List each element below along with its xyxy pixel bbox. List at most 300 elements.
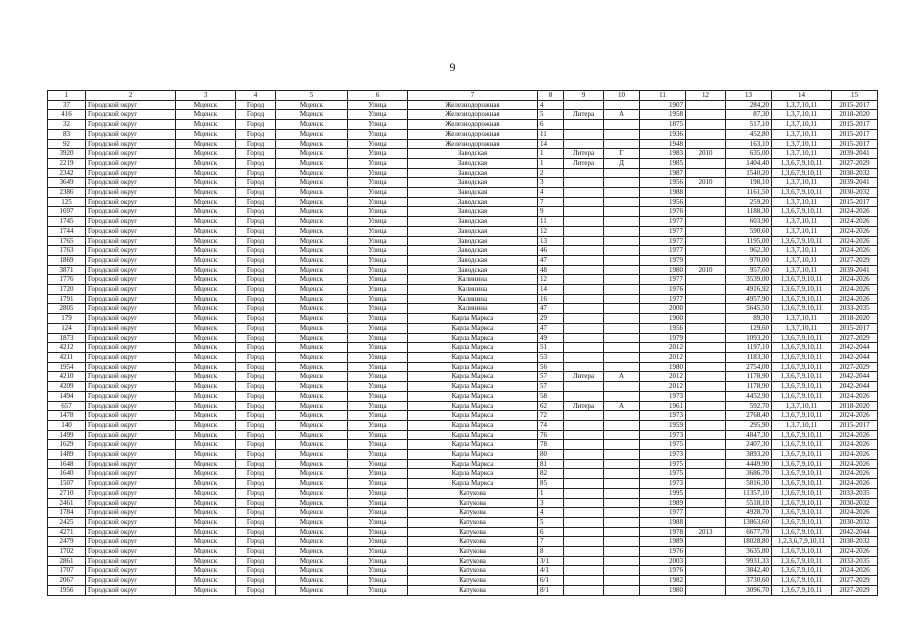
cell-letter-value xyxy=(604,285,640,295)
cell-municipality-type: Городской округ xyxy=(86,197,176,207)
table-header-row xyxy=(48,91,878,101)
cell-street-name: Карла Маркса xyxy=(408,440,538,450)
cell-street-type: Улица xyxy=(348,547,408,557)
cell-planned-period: 2024-2026 xyxy=(832,207,878,217)
cell-street-type: Улица xyxy=(348,226,408,236)
cell-year-renovated xyxy=(686,255,726,265)
cell-municipality-name: Мценск xyxy=(176,430,236,440)
cell-planned-period: 2042-2044 xyxy=(832,382,878,392)
cell-letter-label xyxy=(564,566,604,576)
cell-street-type: Улица xyxy=(348,255,408,265)
cell-letter-value xyxy=(604,168,640,178)
cell-area: 4449,90 xyxy=(726,459,772,469)
cell-municipality-type: Городской округ xyxy=(86,527,176,537)
cell-street-type: Улица xyxy=(348,469,408,479)
cell-year-built: 1948 xyxy=(640,139,686,149)
cell-area: 1161,50 xyxy=(726,188,772,198)
cell-street-type: Улица xyxy=(348,576,408,586)
cell-settlement-name: Мценск xyxy=(276,498,348,508)
cell-street-type: Улица xyxy=(348,479,408,489)
cell-area: 1404,40 xyxy=(726,158,772,168)
cell-work-types: 1,3,6,7,9,10,11 xyxy=(772,362,832,372)
table-row xyxy=(48,508,878,518)
cell-planned-period: 2024-2026 xyxy=(832,547,878,557)
cell-year-renovated xyxy=(686,158,726,168)
cell-letter-value xyxy=(604,537,640,547)
cell-letter-label xyxy=(564,323,604,333)
cell-street-name: Катукова xyxy=(408,498,538,508)
cell-house-number: 6/1 xyxy=(538,576,564,586)
cell-id: 416 xyxy=(48,110,86,120)
cell-area: 3730,60 xyxy=(726,576,772,586)
cell-year-built: 1977 xyxy=(640,246,686,256)
cell-work-types: 1,3,7,10,11 xyxy=(772,139,832,149)
cell-settlement-type: Город xyxy=(236,110,276,120)
cell-street-name: Карла Маркса xyxy=(408,352,538,362)
cell-municipality-name: Мценск xyxy=(176,517,236,527)
cell-street-type: Улица xyxy=(348,236,408,246)
cell-area: 1178,90 xyxy=(726,372,772,382)
cell-settlement-name: Мценск xyxy=(276,255,348,265)
cell-settlement-name: Мценск xyxy=(276,236,348,246)
cell-year-renovated xyxy=(686,100,726,110)
cell-id: 92 xyxy=(48,139,86,149)
cell-street-type: Улица xyxy=(348,100,408,110)
cell-id: 2479 xyxy=(48,537,86,547)
cell-street-type: Улица xyxy=(348,372,408,382)
cell-year-renovated xyxy=(686,372,726,382)
cell-year-built: 1980 xyxy=(640,362,686,372)
cell-year-built: 1978 xyxy=(640,527,686,537)
cell-municipality-type: Городской округ xyxy=(86,391,176,401)
cell-area: 1188,30 xyxy=(726,207,772,217)
cell-street-type: Улица xyxy=(348,391,408,401)
cell-id: 1784 xyxy=(48,508,86,518)
table-row xyxy=(48,343,878,353)
cell-street-type: Улица xyxy=(348,527,408,537)
cell-street-name: Калинина xyxy=(408,285,538,295)
cell-municipality-name: Мценск xyxy=(176,391,236,401)
cell-letter-label xyxy=(564,333,604,343)
cell-municipality-name: Мценск xyxy=(176,178,236,188)
cell-work-types: 1,2,3,6,7,9,10,11 xyxy=(772,537,832,547)
cell-work-types: 1,3,6,7,9,10,11 xyxy=(772,585,832,595)
cell-settlement-name: Мценск xyxy=(276,420,348,430)
cell-work-types: 1,3,6,7,9,10,11 xyxy=(772,207,832,217)
cell-street-name: Заводская xyxy=(408,158,538,168)
cell-municipality-name: Мценск xyxy=(176,226,236,236)
cell-area: 284,20 xyxy=(726,100,772,110)
housing-table xyxy=(47,90,878,596)
table-row xyxy=(48,585,878,595)
cell-year-built: 1973 xyxy=(640,411,686,421)
cell-year-renovated xyxy=(686,294,726,304)
cell-id: 1697 xyxy=(48,207,86,217)
cell-letter-value xyxy=(604,178,640,188)
cell-area: 970,00 xyxy=(726,255,772,265)
cell-id: 4271 xyxy=(48,527,86,537)
cell-settlement-type: Город xyxy=(236,469,276,479)
cell-municipality-type: Городской округ xyxy=(86,469,176,479)
cell-id: 2861 xyxy=(48,556,86,566)
cell-letter-value xyxy=(604,188,640,198)
cell-id: 2805 xyxy=(48,304,86,314)
cell-work-types: 1,3,7,10,11 xyxy=(772,129,832,139)
table-row xyxy=(48,294,878,304)
cell-street-type: Улица xyxy=(348,217,408,227)
table-row xyxy=(48,158,878,168)
cell-id: 657 xyxy=(48,401,86,411)
cell-year-renovated xyxy=(686,479,726,489)
cell-street-name: Заводская xyxy=(408,168,538,178)
cell-street-name: Калинина xyxy=(408,294,538,304)
cell-settlement-type: Город xyxy=(236,430,276,440)
cell-street-type: Улица xyxy=(348,294,408,304)
cell-work-types: 1,3,6,7,9,10,11 xyxy=(772,459,832,469)
cell-year-built: 1959 xyxy=(640,420,686,430)
cell-municipality-name: Мценск xyxy=(176,255,236,265)
cell-house-number: 57 xyxy=(538,382,564,392)
cell-work-types: 1,3,6,7,9,10,11 xyxy=(772,566,832,576)
cell-house-number: 47 xyxy=(538,304,564,314)
cell-settlement-type: Город xyxy=(236,566,276,576)
cell-house-number: 62 xyxy=(538,401,564,411)
column-header-letter-value: 10 xyxy=(604,91,640,101)
table-row xyxy=(48,255,878,265)
cell-planned-period: 2024-2026 xyxy=(832,411,878,421)
cell-letter-label xyxy=(564,226,604,236)
cell-id: 37 xyxy=(48,100,86,110)
cell-street-type: Улица xyxy=(348,285,408,295)
cell-settlement-name: Мценск xyxy=(276,566,348,576)
cell-letter-label xyxy=(564,285,604,295)
cell-year-built: 1973 xyxy=(640,450,686,460)
cell-settlement-name: Мценск xyxy=(276,372,348,382)
cell-letter-label xyxy=(564,382,604,392)
cell-id: 4209 xyxy=(48,382,86,392)
cell-municipality-name: Мценск xyxy=(176,401,236,411)
cell-municipality-type: Городской округ xyxy=(86,265,176,275)
cell-house-number: 47 xyxy=(538,323,564,333)
cell-year-built: 1977 xyxy=(640,236,686,246)
cell-work-types: 1,3,6,7,9,10,11 xyxy=(772,488,832,498)
cell-year-renovated xyxy=(686,469,726,479)
cell-street-type: Улица xyxy=(348,129,408,139)
cell-municipality-name: Мценск xyxy=(176,488,236,498)
cell-street-name: Заводская xyxy=(408,178,538,188)
cell-municipality-type: Городской округ xyxy=(86,566,176,576)
cell-year-renovated xyxy=(686,246,726,256)
table-row xyxy=(48,517,878,527)
cell-house-number: 76 xyxy=(538,430,564,440)
cell-letter-label xyxy=(564,556,604,566)
cell-letter-value xyxy=(604,585,640,595)
cell-street-name: Карла Маркса xyxy=(408,382,538,392)
cell-street-type: Улица xyxy=(348,450,408,460)
cell-area: 4452,90 xyxy=(726,391,772,401)
cell-house-number: 29 xyxy=(538,314,564,324)
table-row xyxy=(48,110,878,120)
cell-letter-label xyxy=(564,459,604,469)
cell-letter-label xyxy=(564,469,604,479)
cell-settlement-type: Город xyxy=(236,352,276,362)
cell-street-name: Катукова xyxy=(408,547,538,557)
column-header-letter-label: 9 xyxy=(564,91,604,101)
table-row xyxy=(48,304,878,314)
cell-municipality-type: Городской округ xyxy=(86,333,176,343)
cell-area: 1197,10 xyxy=(726,343,772,353)
cell-letter-value xyxy=(604,391,640,401)
cell-municipality-type: Городской округ xyxy=(86,343,176,353)
table-row xyxy=(48,197,878,207)
cell-street-name: Катукова xyxy=(408,527,538,537)
cell-letter-label xyxy=(564,576,604,586)
cell-settlement-name: Мценск xyxy=(276,488,348,498)
cell-planned-period: 2033-2035 xyxy=(832,488,878,498)
table-row xyxy=(48,372,878,382)
cell-year-renovated xyxy=(686,517,726,527)
cell-id: 32 xyxy=(48,120,86,130)
cell-street-type: Улица xyxy=(348,139,408,149)
cell-settlement-type: Город xyxy=(236,537,276,547)
cell-settlement-name: Мценск xyxy=(276,120,348,130)
cell-settlement-type: Город xyxy=(236,226,276,236)
cell-letter-label xyxy=(564,498,604,508)
cell-area: 4957,90 xyxy=(726,294,772,304)
cell-planned-period: 2027-2029 xyxy=(832,255,878,265)
table-row xyxy=(48,139,878,149)
cell-planned-period: 2015-2017 xyxy=(832,120,878,130)
cell-settlement-type: Город xyxy=(236,420,276,430)
cell-year-renovated xyxy=(686,285,726,295)
cell-planned-period: 2027-2029 xyxy=(832,576,878,586)
column-header-settlement-name: 5 xyxy=(276,91,348,101)
cell-letter-label xyxy=(564,420,604,430)
cell-letter-value xyxy=(604,129,640,139)
cell-street-type: Улица xyxy=(348,188,408,198)
cell-letter-value xyxy=(604,139,640,149)
cell-municipality-name: Мценск xyxy=(176,576,236,586)
cell-street-name: Заводская xyxy=(408,217,538,227)
cell-settlement-name: Мценск xyxy=(276,265,348,275)
cell-settlement-name: Мценск xyxy=(276,275,348,285)
cell-letter-label xyxy=(564,246,604,256)
cell-work-types: 1,3,7,10,11 xyxy=(772,255,832,265)
cell-year-built: 1975 xyxy=(640,469,686,479)
cell-settlement-name: Мценск xyxy=(276,527,348,537)
cell-planned-period: 2042-2044 xyxy=(832,343,878,353)
cell-settlement-type: Город xyxy=(236,168,276,178)
cell-year-built: 1977 xyxy=(640,275,686,285)
cell-settlement-name: Мценск xyxy=(276,517,348,527)
cell-year-renovated xyxy=(686,207,726,217)
cell-year-built: 1989 xyxy=(640,537,686,547)
cell-planned-period: 2039-2041 xyxy=(832,265,878,275)
cell-area: 3893,20 xyxy=(726,450,772,460)
cell-area: 4928,70 xyxy=(726,508,772,518)
cell-settlement-type: Город xyxy=(236,246,276,256)
cell-settlement-type: Город xyxy=(236,294,276,304)
cell-municipality-type: Городской округ xyxy=(86,352,176,362)
cell-settlement-type: Город xyxy=(236,556,276,566)
cell-id: 1629 xyxy=(48,440,86,450)
cell-letter-value xyxy=(604,294,640,304)
cell-settlement-name: Мценск xyxy=(276,459,348,469)
cell-id: 1507 xyxy=(48,479,86,489)
cell-id: 1765 xyxy=(48,236,86,246)
cell-street-type: Улица xyxy=(348,585,408,595)
cell-work-types: 1,3,6,7,9,10,11 xyxy=(772,343,832,353)
cell-street-type: Улица xyxy=(348,110,408,120)
cell-letter-label xyxy=(564,120,604,130)
cell-street-name: Железнодорожная xyxy=(408,110,538,120)
cell-work-types: 1,3,6,7,9,10,11 xyxy=(772,576,832,586)
cell-work-types: 1,3,7,10,11 xyxy=(772,401,832,411)
cell-id: 179 xyxy=(48,314,86,324)
cell-planned-period: 2024-2026 xyxy=(832,440,878,450)
cell-letter-label xyxy=(564,217,604,227)
cell-work-types: 1,3,6,7,9,10,11 xyxy=(772,508,832,518)
cell-year-built: 1988 xyxy=(640,517,686,527)
cell-year-built: 2000 xyxy=(640,304,686,314)
cell-municipality-type: Городской округ xyxy=(86,372,176,382)
table-row xyxy=(48,459,878,469)
cell-letter-value xyxy=(604,479,640,489)
cell-municipality-name: Мценск xyxy=(176,527,236,537)
cell-year-renovated xyxy=(686,168,726,178)
cell-house-number: 81 xyxy=(538,459,564,469)
cell-year-built: 1907 xyxy=(640,100,686,110)
cell-letter-label xyxy=(564,129,604,139)
cell-municipality-name: Мценск xyxy=(176,294,236,304)
cell-letter-value xyxy=(604,527,640,537)
cell-municipality-name: Мценск xyxy=(176,479,236,489)
column-header-year-renovated: 12 xyxy=(686,91,726,101)
cell-settlement-name: Мценск xyxy=(276,411,348,421)
column-header-planned-period: 15 xyxy=(832,91,878,101)
cell-letter-value xyxy=(604,100,640,110)
cell-street-type: Улица xyxy=(348,158,408,168)
cell-municipality-type: Городской округ xyxy=(86,556,176,566)
cell-street-name: Карла Маркса xyxy=(408,459,538,469)
cell-area: 635,00 xyxy=(726,149,772,159)
cell-id: 1954 xyxy=(48,362,86,372)
cell-house-number: 4/1 xyxy=(538,566,564,576)
cell-settlement-type: Город xyxy=(236,479,276,489)
cell-letter-label xyxy=(564,479,604,489)
cell-street-name: Карла Маркса xyxy=(408,420,538,430)
cell-street-name: Заводская xyxy=(408,188,538,198)
cell-area: 1178,90 xyxy=(726,382,772,392)
cell-settlement-name: Мценск xyxy=(276,391,348,401)
cell-year-renovated xyxy=(686,488,726,498)
cell-year-built: 1956 xyxy=(640,178,686,188)
cell-planned-period: 2015-2017 xyxy=(832,139,878,149)
cell-work-types: 1,3,6,7,9,10,11 xyxy=(772,517,832,527)
cell-municipality-name: Мценск xyxy=(176,498,236,508)
cell-year-built: 1977 xyxy=(640,508,686,518)
cell-street-name: Заводская xyxy=(408,236,538,246)
cell-letter-label xyxy=(564,314,604,324)
cell-street-type: Улица xyxy=(348,265,408,275)
cell-id: 1478 xyxy=(48,411,86,421)
cell-street-type: Улица xyxy=(348,411,408,421)
cell-house-number: 51 xyxy=(538,343,564,353)
cell-area: 590,60 xyxy=(726,226,772,236)
cell-id: 2342 xyxy=(48,168,86,178)
cell-year-built: 1976 xyxy=(640,285,686,295)
cell-settlement-name: Мценск xyxy=(276,285,348,295)
cell-letter-value xyxy=(604,255,640,265)
cell-planned-period: 2027-2029 xyxy=(832,158,878,168)
cell-municipality-type: Городской округ xyxy=(86,120,176,130)
cell-municipality-type: Городской округ xyxy=(86,188,176,198)
column-header-street-name: 7 xyxy=(408,91,538,101)
cell-settlement-type: Город xyxy=(236,401,276,411)
cell-house-number: 6 xyxy=(538,527,564,537)
cell-letter-value: Г xyxy=(604,149,640,159)
cell-work-types: 1,3,6,7,9,10,11 xyxy=(772,547,832,557)
cell-planned-period: 2027-2029 xyxy=(832,362,878,372)
cell-settlement-name: Мценск xyxy=(276,382,348,392)
cell-id: 4211 xyxy=(48,352,86,362)
cell-settlement-type: Город xyxy=(236,488,276,498)
cell-year-built: 1973 xyxy=(640,391,686,401)
cell-year-built: 2012 xyxy=(640,343,686,353)
cell-settlement-type: Город xyxy=(236,517,276,527)
cell-street-type: Улица xyxy=(348,517,408,527)
cell-id: 125 xyxy=(48,197,86,207)
cell-street-name: Карла Маркса xyxy=(408,401,538,411)
cell-work-types: 1,3,7,10,11 xyxy=(772,246,832,256)
cell-year-built: 2012 xyxy=(640,382,686,392)
cell-house-number: 53 xyxy=(538,352,564,362)
cell-settlement-type: Город xyxy=(236,139,276,149)
cell-street-name: Катукова xyxy=(408,576,538,586)
table-row xyxy=(48,236,878,246)
table-row xyxy=(48,120,878,130)
cell-area: 5518,10 xyxy=(726,498,772,508)
cell-house-number: 14 xyxy=(538,139,564,149)
cell-municipality-type: Городской округ xyxy=(86,158,176,168)
cell-planned-period: 2024-2026 xyxy=(832,566,878,576)
cell-year-renovated xyxy=(686,343,726,353)
cell-year-built: 1995 xyxy=(640,488,686,498)
cell-house-number: 4 xyxy=(538,100,564,110)
cell-work-types: 1,3,7,10,11 xyxy=(772,149,832,159)
cell-municipality-type: Городской округ xyxy=(86,547,176,557)
cell-work-types: 1,3,7,10,11 xyxy=(772,110,832,120)
cell-street-type: Улица xyxy=(348,304,408,314)
cell-area: 1093,20 xyxy=(726,333,772,343)
table-row xyxy=(48,265,878,275)
cell-work-types: 1,3,6,7,9,10,11 xyxy=(772,236,832,246)
table-row xyxy=(48,547,878,557)
cell-planned-period: 2024-2026 xyxy=(832,459,878,469)
cell-letter-value: А xyxy=(604,110,640,120)
cell-year-built: 1973 xyxy=(640,479,686,489)
cell-work-types: 1,3,6,7,9,10,11 xyxy=(772,372,832,382)
cell-house-number: 11 xyxy=(538,129,564,139)
cell-year-renovated xyxy=(686,236,726,246)
cell-letter-value xyxy=(604,207,640,217)
cell-municipality-name: Мценск xyxy=(176,323,236,333)
cell-letter-value xyxy=(604,517,640,527)
cell-settlement-name: Мценск xyxy=(276,158,348,168)
cell-letter-label xyxy=(564,304,604,314)
table-row xyxy=(48,352,878,362)
cell-work-types: 1,3,6,7,9,10,11 xyxy=(772,168,832,178)
